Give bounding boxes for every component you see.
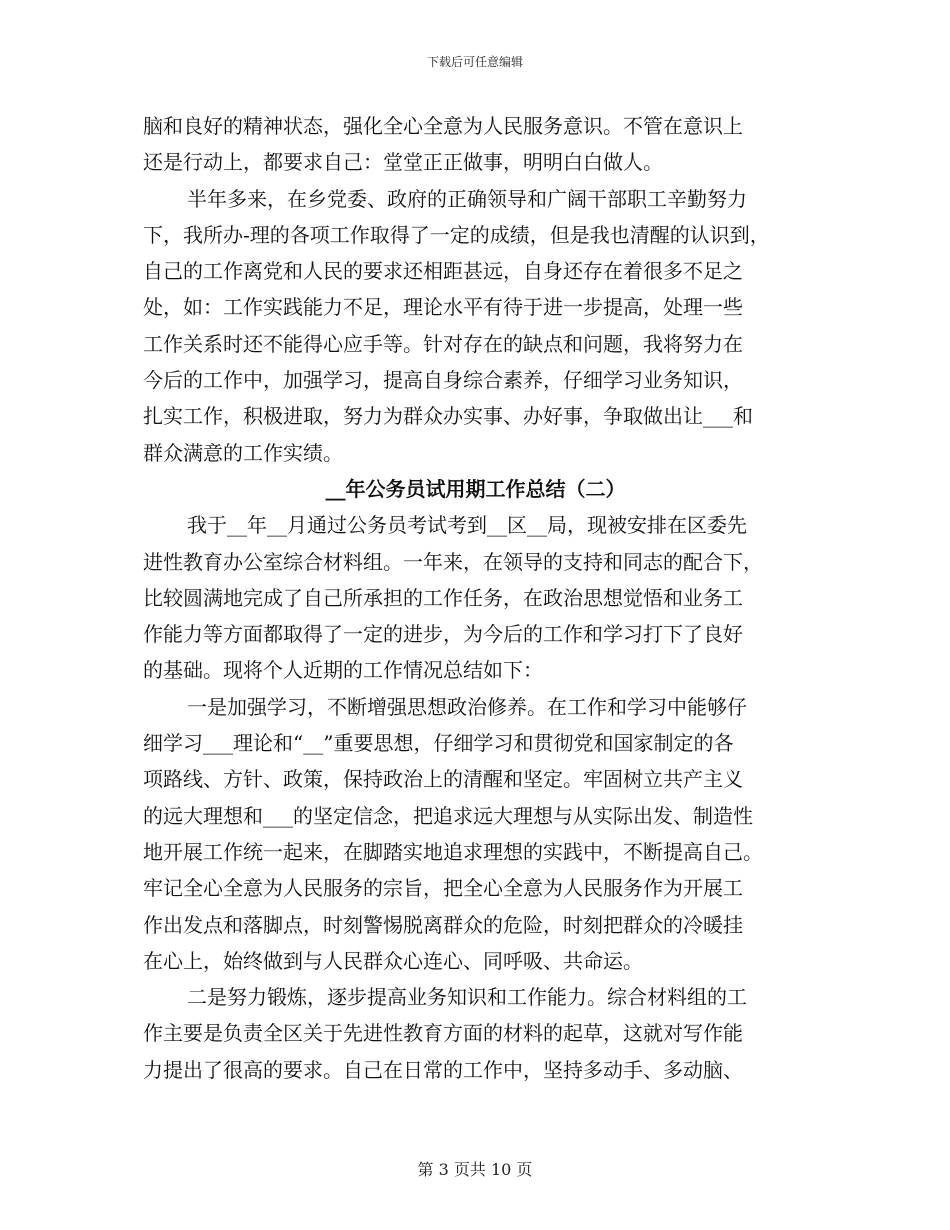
text-line: 在心上，始终做到与人民群众心连心、同呼吸、共命运。 [143, 948, 643, 973]
text-line: 工作关系时还不能得心应手等。针对存在的缺点和问题，我将努力在 [143, 331, 743, 356]
section-heading: __年公务员试用期工作总结（二） [325, 476, 626, 501]
text-line: 的基础。现将个人近期的工作情况总结如下： [143, 658, 543, 683]
paragraph-3 [143, 507, 808, 688]
text-line: 的远大理想和___的坚定信念，把追求远大理想与从实际出发、制造性 [143, 803, 753, 828]
text-line: 还是行动上，都要求自己：堂堂正正做事，明明白白做人。 [143, 150, 663, 175]
text-line: 今后的工作中，加强学习，提高自身综合素养，仔细学习业务知识， [143, 368, 743, 393]
text-line: 群众满意的工作实绩。 [143, 440, 343, 465]
text-line: 比较圆满地完成了自己所承担的工作任务，在政治思想觉悟和业务工 [143, 585, 743, 610]
paragraph-4 [143, 689, 808, 979]
text-line: 半年多来，在乡党委、政府的正确领导和广阔干部职工辛勤努力 [187, 186, 747, 211]
paragraph-2 [143, 181, 808, 471]
text-line: 下，我所办-理的各项工作取得了一定的成绩，但是我也清醒的认识到， [143, 222, 770, 247]
text-line: 作出发点和落脚点，时刻警惕脱离群众的危险，时刻把群众的冷暖挂 [143, 912, 743, 937]
text-line: 脑和良好的精神状态，强化全心全意为人民服务意识。不管在意识上 [143, 114, 743, 138]
text-line: 处，如：工作实践能力不足，理论水平有待于进一步提高，处理一些 [143, 295, 743, 320]
text-line: 进性教育办公室综合材料组。一年来，在领导的支持和同志的配合下， [143, 549, 763, 574]
text-line: 项路线、方针、政策，保持政治上的清醒和坚定。牢固树立共产主义 [143, 767, 743, 792]
page-header: 下载后可任意编辑 [426, 55, 523, 69]
text-line: 一是加强学习，不断增强思想政治修养。在工作和学习中能够仔 [187, 694, 747, 719]
text-line: 作能力等方面都取得了一定的进步，为今后的工作和学习打下了良好 [143, 622, 743, 647]
paragraph-1 [143, 108, 808, 181]
document-body [143, 108, 808, 1088]
text-line: 我于__年__月通过公务员考试考到__区__局，现被安排在区委先 [187, 513, 747, 538]
text-line: 二是努力锻炼，逐步提高业务知识和工作能力。综合材料组的工 [187, 985, 747, 1010]
text-line: 细学习___理论和“__”重要思想，仔细学习和贯彻党和国家制定的各 [143, 731, 734, 756]
text-line: 力提出了很高的要求。自己在日常的工作中，坚持多动手、多动脑、 [143, 1057, 743, 1082]
text-line: 自己的工作离党和人民的要求还相距甚远，自身还存在着很多不足之 [143, 259, 743, 284]
text-line: 作主要是负责全区关于先进性教育方面的材料的起草，这就对写作能 [143, 1021, 743, 1046]
paragraph-5 [143, 979, 808, 1088]
text-line: 地开展工作统一起来，在脚踏实地追求理想的实践中，不断提高自己。 [143, 839, 763, 864]
text-line: 扎实工作，积极进取，努力为群众办实事、办好事，争取做出让___和 [143, 404, 753, 429]
page-number: 第 3 页共 10 页 [417, 1160, 533, 1179]
text-line: 牢记全心全意为人民服务的宗旨，把全心全意为人民服务作为开展工 [143, 876, 743, 901]
